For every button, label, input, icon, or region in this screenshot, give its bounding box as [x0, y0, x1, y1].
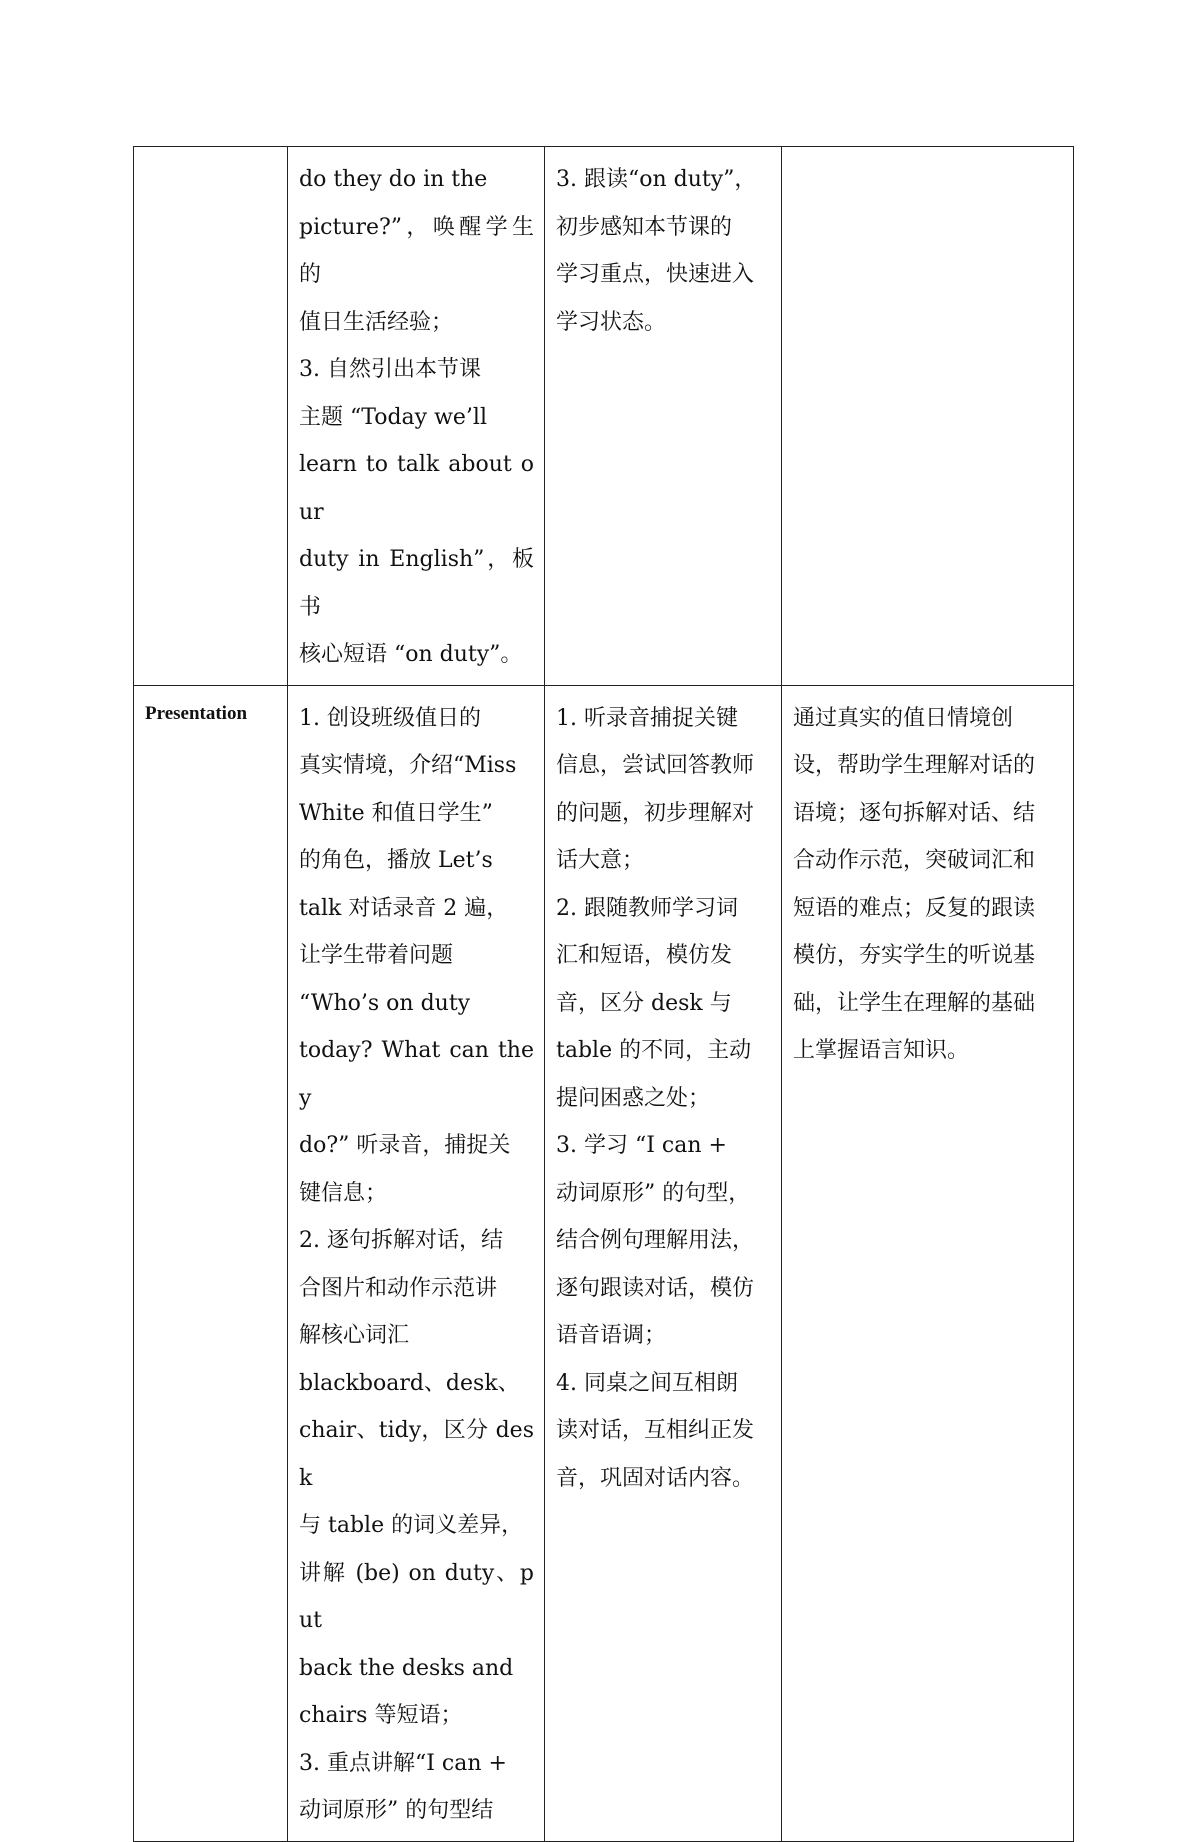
text-line: 初步感知本节课的	[556, 214, 733, 240]
text-line: 语音语调；	[556, 1323, 667, 1348]
stage-cell	[134, 147, 288, 686]
text-line: 3. 重点讲解“I can +	[299, 1750, 507, 1776]
text-line: table 的不同，主动	[556, 1038, 752, 1063]
table-row	[134, 685, 1074, 1841]
text-line: 3. 跟读“on duty”，	[556, 167, 757, 192]
text-line: chair、tidy，区分 desk	[299, 1418, 534, 1491]
table-row	[134, 147, 1074, 686]
teacher-activity-cell	[288, 147, 545, 686]
text-line: 合图片和动作示范讲	[299, 1275, 498, 1301]
purpose-cell	[782, 685, 1074, 1841]
text-line: 的角色，播放 Let’s	[299, 848, 493, 873]
text-line: 动词原形” 的句型结	[299, 1798, 494, 1823]
text-line: 语境；逐句拆解对话、结	[793, 800, 1036, 826]
student-activity-cell	[545, 685, 782, 1841]
text-line: 的问题，初步理解对	[556, 800, 755, 826]
text-line: “Who’s on duty	[299, 990, 471, 1016]
text-line: talk 对话录音 2 遍，	[299, 895, 509, 921]
lesson-plan-table	[133, 146, 1074, 1842]
teacher-activity-cell	[288, 685, 545, 1841]
text-line: 学习状态。	[556, 309, 667, 335]
text-line: 结合例句理解用法，	[556, 1228, 755, 1253]
student-activity-cell	[545, 147, 782, 686]
text-line: 2. 逐句拆解对话，结	[299, 1228, 503, 1253]
text-line: 讲解 (be) on duty、put	[299, 1560, 534, 1633]
text-line: 音，巩固对话内容。	[556, 1465, 755, 1491]
text-line: back the desks and	[299, 1655, 514, 1681]
text-line: 础，让学生在理解的基础	[793, 990, 1036, 1016]
stage-cell: Presentation	[134, 685, 288, 1841]
text-line: picture?”，唤醒学生的	[299, 214, 534, 287]
text-line: 2. 跟随教师学习词	[556, 895, 738, 921]
text-line: 设，帮助学生理解对话的	[793, 753, 1036, 778]
text-line: 3. 自然引出本节课	[299, 357, 481, 382]
text-line: do they do in the	[299, 167, 488, 192]
text-line: 4. 同桌之间互相朗	[556, 1370, 738, 1396]
text-line: 让学生带着问题	[299, 943, 454, 968]
text-line: 与 table 的词义差异，	[299, 1513, 524, 1538]
text-line: 模仿，夯实学生的听说基	[793, 943, 1036, 968]
text-line: 真实情境，介绍“Miss	[299, 753, 517, 778]
text-line: White 和值日学生”	[299, 800, 493, 826]
text-line: 上掌握语言知识。	[793, 1038, 970, 1063]
text-line: 短语的难点；反复的跟读	[793, 895, 1036, 921]
text-line: 音，区分 desk 与	[556, 990, 732, 1016]
text-line: 通过真实的值日情境创	[793, 705, 1014, 731]
text-line: 1. 听录音捕捉关键	[556, 705, 738, 731]
text-line: 值日生活经验；	[299, 309, 454, 335]
text-line: 学习重点，快速进入	[556, 262, 755, 287]
text-line: 汇和短语，模仿发	[556, 943, 733, 968]
text-line: blackboard、desk、	[299, 1370, 520, 1396]
text-line: 3. 学习 “I can +	[556, 1133, 727, 1158]
text-line: duty in English”，板书	[299, 547, 534, 620]
text-line: 逐句跟读对话，模仿	[556, 1275, 755, 1301]
text-line: 动词原形” 的句型，	[556, 1180, 751, 1206]
text-line: 合动作示范，突破词汇和	[793, 848, 1036, 873]
purpose-cell	[782, 147, 1074, 686]
text-line: 主题 “Today we’ll	[299, 404, 487, 430]
text-line: 读对话，互相纠正发	[556, 1418, 755, 1443]
text-line: today? What can they	[299, 1038, 534, 1111]
text-line: 解核心词汇	[299, 1323, 410, 1348]
text-line: 核心短语 “on duty”。	[299, 642, 523, 667]
text-line: 信息，尝试回答教师	[556, 753, 755, 778]
text-line: 话大意；	[556, 848, 645, 873]
text-line: 1. 创设班级值日的	[299, 705, 481, 731]
text-line: 提问困惑之处；	[556, 1085, 711, 1111]
text-line: chairs 等短语；	[299, 1703, 463, 1728]
text-line: 键信息；	[299, 1180, 388, 1206]
text-line: learn to talk about our	[299, 452, 534, 525]
text-line: do?” 听录音，捕捉关	[299, 1133, 511, 1158]
